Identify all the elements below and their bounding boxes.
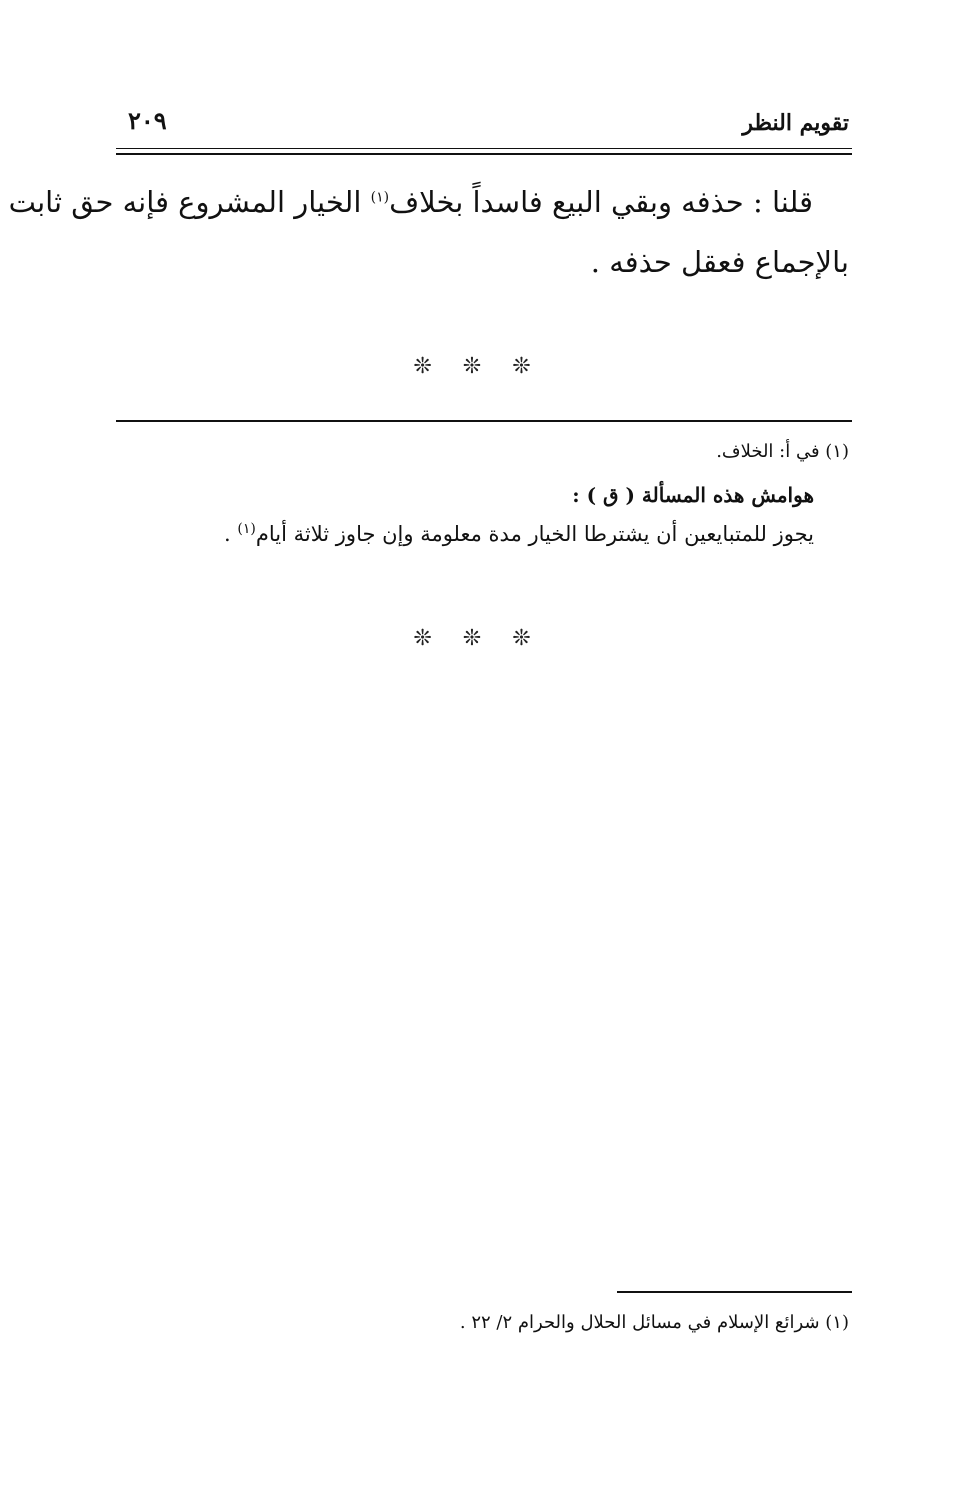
- notes-text-end: .: [224, 522, 238, 546]
- header-rule: [116, 148, 852, 149]
- footnote-rule: [617, 1291, 852, 1293]
- running-title: تقويم النظر: [742, 110, 849, 136]
- body-paragraph: [8, 172, 849, 292]
- header-rule-double: [116, 153, 852, 155]
- note-1: (١) في أ: الخلاف.: [716, 441, 849, 462]
- section-separator-2: ❊ ❊ ❊: [413, 626, 543, 651]
- body-line-2: بالإجماع فعقل حذفه .: [590, 245, 849, 279]
- body-line-1-continuation: الخيار المشروع فإنه حق ثابت: [8, 185, 371, 219]
- section-separator: ❊ ❊ ❊: [413, 354, 543, 379]
- page-number: ٢٠٩: [128, 106, 167, 135]
- notes-rule: [116, 420, 852, 422]
- footnote-marker: (١): [370, 189, 390, 206]
- notes-text: [224, 522, 814, 546]
- body-line-1: [8, 172, 849, 232]
- notes-heading: هوامش هذه المسألة ( ق ) :: [572, 483, 814, 507]
- footnote-marker: (١): [237, 521, 256, 537]
- body-line-1-text: قلنا : حذفه وبقي البيع فاسداً بخلاف: [389, 185, 813, 219]
- notes-text-body: يجوز للمتبايعين أن يشترطا الخيار مدة معلومة وإن جاوز ثلاثة أيام: [255, 522, 814, 546]
- bottom-footnote: (١) شرائع الإسلام في مسائل الحلال والحرام ٢/ ٢٢ .: [459, 1312, 849, 1333]
